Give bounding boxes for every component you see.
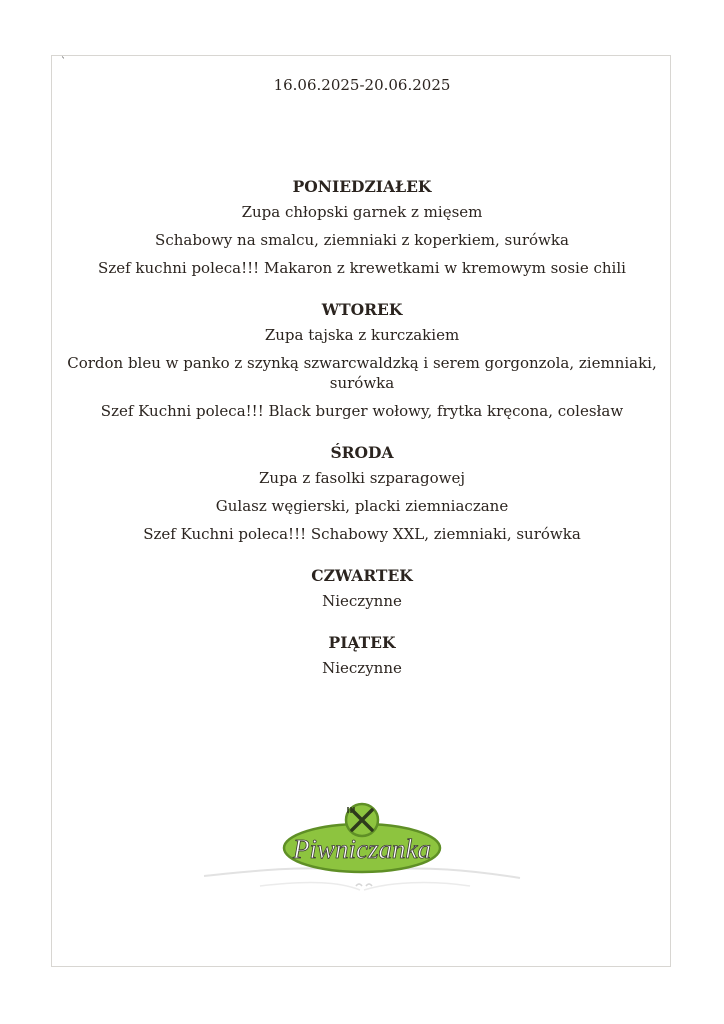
dish-chef-special: Szef Kuchni poleca!!! Schabowy XXL, ziemniaki, surówka <box>143 525 581 543</box>
day-monday <box>60 176 664 282</box>
restaurant-logo <box>200 800 524 900</box>
dish-main: Gulasz węgierski, placki ziemniaczane <box>215 497 509 515</box>
dish-soup: Zupa tajska z kurczakiem <box>264 326 460 344</box>
logo-text: Piwniczanka <box>293 834 431 864</box>
fork-knife-icon <box>346 804 378 836</box>
weekly-menu <box>60 176 664 699</box>
dish-soup: Zupa chłopski garnek z mięsem <box>241 203 483 221</box>
dish-chef-special: Szef Kuchni poleca!!! Black burger wołowy, frytka kręcona, colesław <box>100 402 624 420</box>
closed-note: Nieczynne <box>322 592 402 610</box>
day-name: PONIEDZIAŁEK <box>292 177 432 196</box>
day-name: PIĄTEK <box>328 633 396 652</box>
day-tuesday <box>60 299 664 425</box>
day-name: CZWARTEK <box>311 566 413 585</box>
closed-note: Nieczynne <box>322 659 402 677</box>
date-range: 16.06.2025-20.06.2025 <box>273 76 451 94</box>
day-name: ŚRODA <box>330 443 394 462</box>
day-thursday <box>60 565 664 615</box>
stray-mark: ` <box>61 57 66 68</box>
dish-soup: Zupa z fasolki szparagowej <box>258 469 465 487</box>
day-friday <box>60 632 664 682</box>
dish-main: Cordon bleu w panko z szynką szwarcwaldzką i serem gorgonzola, ziemniaki, surówka <box>67 354 657 392</box>
dish-chef-special: Szef kuchni poleca!!! Makaron z krewetkami w kremowym sosie chili <box>98 259 626 277</box>
day-name: WTOREK <box>321 300 403 319</box>
dish-main: Schabowy na smalcu, ziemniaki z koperkiem, surówka <box>155 231 569 249</box>
day-wednesday <box>60 442 664 548</box>
